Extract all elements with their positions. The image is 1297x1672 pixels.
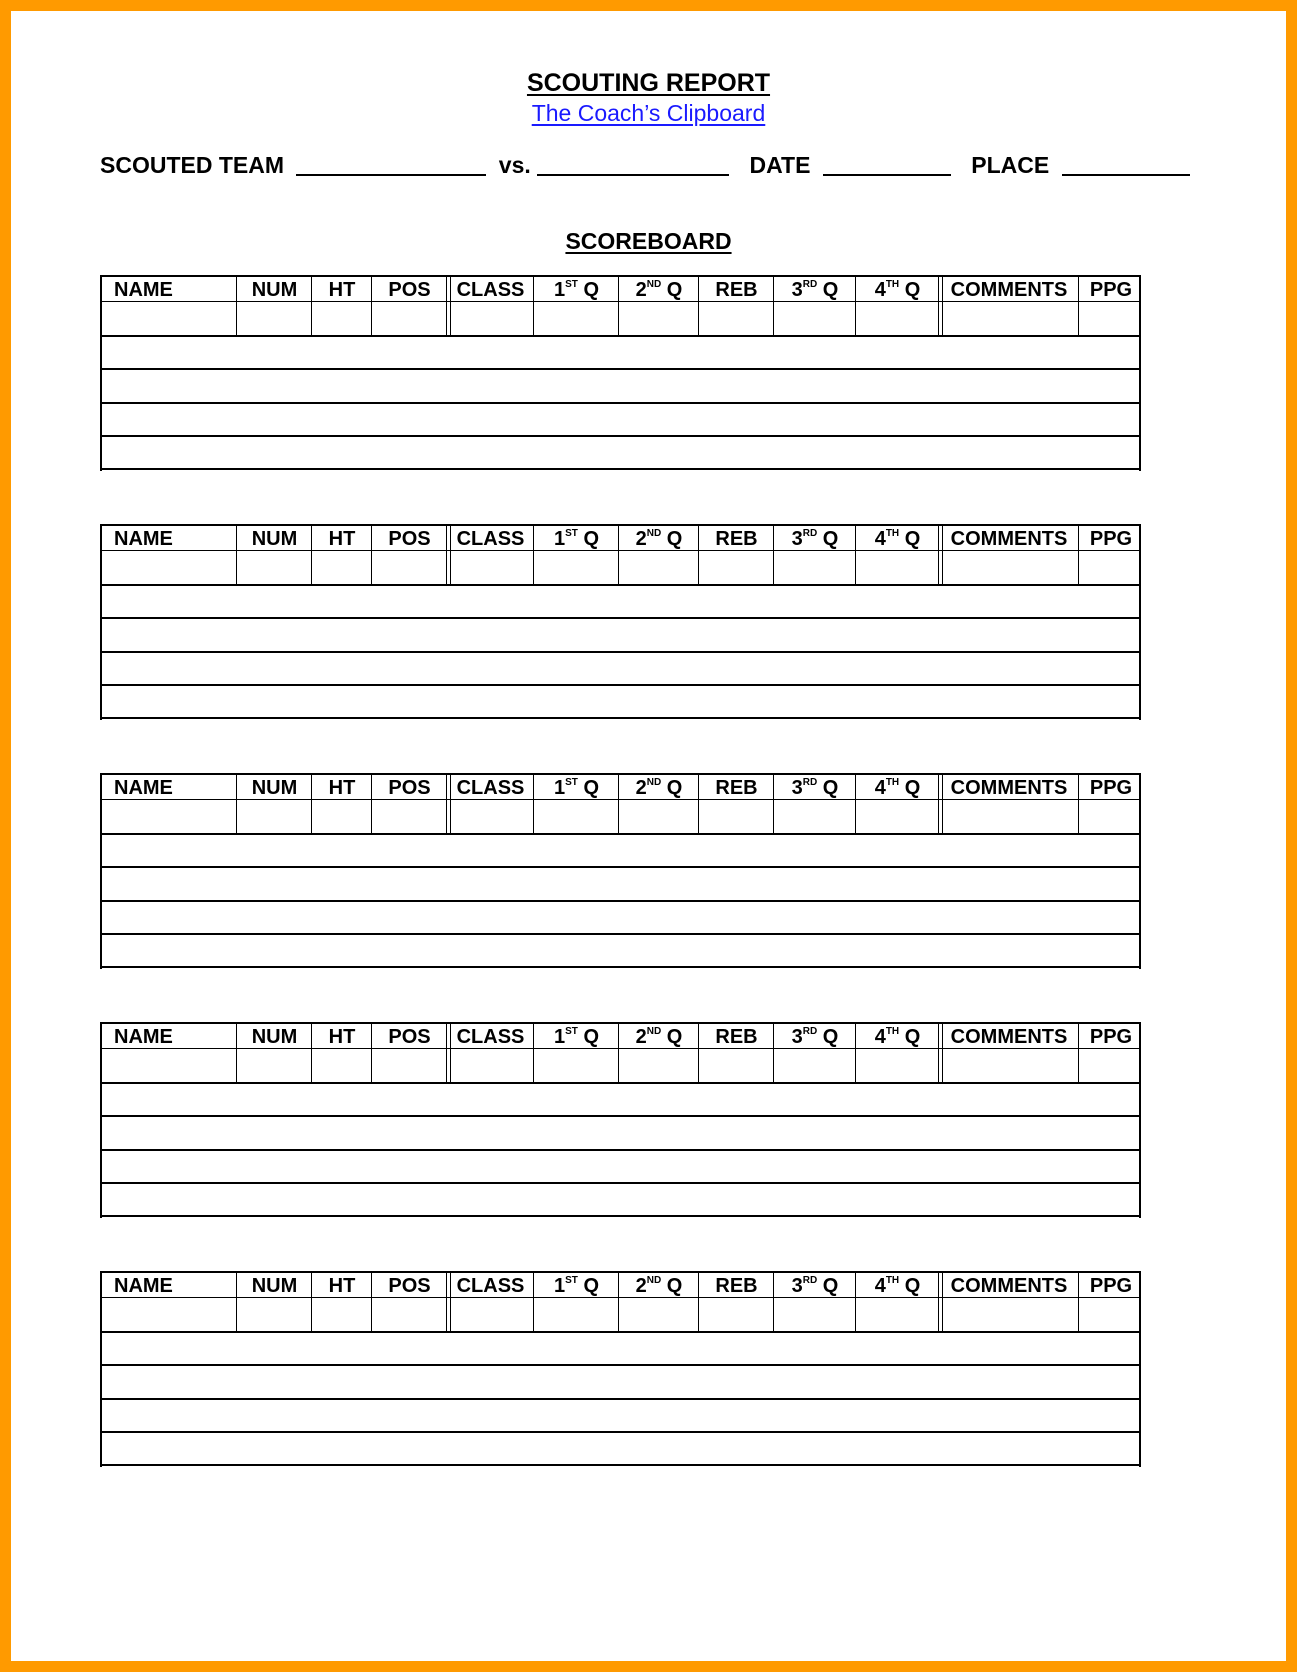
player-cell[interactable] bbox=[1079, 552, 1143, 583]
scoreboard-table bbox=[100, 275, 1141, 471]
table-row[interactable] bbox=[102, 371, 1139, 402]
table-row[interactable] bbox=[102, 1152, 1139, 1182]
table-row[interactable] bbox=[102, 1185, 1139, 1215]
column-header-pos: POS bbox=[388, 528, 431, 550]
vs-label: vs. bbox=[498, 152, 531, 178]
column-header-4th: 4TH Q bbox=[874, 1275, 921, 1297]
player-cell[interactable] bbox=[102, 1299, 237, 1330]
row-line bbox=[102, 833, 1139, 835]
scouted-team-field[interactable] bbox=[296, 154, 486, 176]
column-header-ppg: PPG bbox=[1089, 1275, 1133, 1297]
table-row[interactable] bbox=[102, 836, 1139, 866]
column-header-num: NUM bbox=[251, 1275, 298, 1297]
table-row[interactable] bbox=[102, 936, 1139, 966]
column-header-reb: REB bbox=[715, 777, 758, 799]
column-header-pos: POS bbox=[388, 279, 431, 301]
column-header-1st: 1ST Q bbox=[553, 777, 600, 799]
player-cell[interactable] bbox=[699, 1050, 774, 1081]
scoreboard-title: SCOREBOARD bbox=[565, 228, 732, 254]
table-row[interactable] bbox=[102, 338, 1139, 368]
row-line bbox=[102, 866, 1139, 868]
table-top-border bbox=[100, 275, 1141, 277]
row-line bbox=[102, 435, 1139, 437]
report-title: SCOUTING REPORT bbox=[526, 69, 771, 97]
column-header-comments: COMMENTS bbox=[950, 1026, 1068, 1048]
player-cell[interactable] bbox=[939, 303, 1079, 334]
table-top-border bbox=[100, 524, 1141, 526]
player-cell[interactable] bbox=[372, 801, 447, 832]
player-cell[interactable] bbox=[237, 303, 312, 334]
table-top-border bbox=[100, 1022, 1141, 1024]
column-header-class: CLASS bbox=[456, 528, 525, 550]
row-line bbox=[102, 368, 1139, 370]
column-header-ht: HT bbox=[328, 1275, 356, 1297]
row-line bbox=[102, 1115, 1139, 1117]
table-row[interactable] bbox=[102, 903, 1139, 933]
player-cell[interactable] bbox=[699, 303, 774, 334]
player-cell[interactable] bbox=[534, 801, 619, 832]
row-line bbox=[102, 1082, 1139, 1084]
column-header-4th: 4TH Q bbox=[874, 528, 921, 550]
column-header-ppg: PPG bbox=[1089, 279, 1133, 301]
table-row[interactable] bbox=[102, 438, 1139, 468]
column-header-pos: POS bbox=[388, 1275, 431, 1297]
player-cell[interactable] bbox=[1079, 1299, 1143, 1330]
table-row[interactable] bbox=[102, 654, 1139, 684]
player-cell[interactable] bbox=[856, 1050, 939, 1081]
table-row[interactable] bbox=[102, 687, 1139, 717]
column-header-reb: REB bbox=[715, 1026, 758, 1048]
column-header-name: NAME bbox=[114, 777, 173, 799]
table-row[interactable] bbox=[102, 1334, 1139, 1364]
column-header-3rd: 3RD Q bbox=[791, 528, 839, 550]
column-header-ht: HT bbox=[328, 528, 356, 550]
player-cell[interactable] bbox=[619, 552, 699, 583]
column-header-num: NUM bbox=[251, 279, 298, 301]
column-header-reb: REB bbox=[715, 279, 758, 301]
column-header-4th: 4TH Q bbox=[874, 777, 921, 799]
player-cell[interactable] bbox=[237, 801, 312, 832]
table-row[interactable] bbox=[102, 1367, 1139, 1398]
column-header-4th: 4TH Q bbox=[874, 279, 921, 301]
player-cell[interactable] bbox=[856, 552, 939, 583]
row-line bbox=[102, 1149, 1139, 1151]
date-label: DATE bbox=[749, 152, 811, 178]
column-header-1st: 1ST Q bbox=[553, 1275, 600, 1297]
row-line bbox=[100, 1215, 1141, 1217]
player-cell[interactable] bbox=[939, 552, 1079, 583]
column-header-3rd: 3RD Q bbox=[791, 279, 839, 301]
player-cell[interactable] bbox=[312, 552, 372, 583]
column-header-2nd: 2ND Q bbox=[635, 528, 683, 550]
column-header-ht: HT bbox=[328, 279, 356, 301]
player-cell[interactable] bbox=[102, 552, 237, 583]
player-cell[interactable] bbox=[372, 1299, 447, 1330]
column-header-pos: POS bbox=[388, 1026, 431, 1048]
player-cell[interactable] bbox=[774, 1050, 856, 1081]
player-cell[interactable] bbox=[447, 303, 534, 334]
date-field[interactable] bbox=[823, 154, 951, 176]
row-line bbox=[102, 335, 1139, 337]
player-cell[interactable] bbox=[447, 1050, 534, 1081]
player-cell[interactable] bbox=[774, 552, 856, 583]
column-header-ppg: PPG bbox=[1089, 777, 1133, 799]
column-header-3rd: 3RD Q bbox=[791, 1026, 839, 1048]
player-cell[interactable] bbox=[447, 552, 534, 583]
row-line bbox=[100, 468, 1141, 470]
player-cell[interactable] bbox=[1079, 801, 1143, 832]
row-line bbox=[102, 1331, 1139, 1333]
player-cell[interactable] bbox=[237, 552, 312, 583]
info-line bbox=[100, 152, 1190, 179]
row-line bbox=[102, 402, 1139, 404]
column-header-pos: POS bbox=[388, 777, 431, 799]
column-header-ppg: PPG bbox=[1089, 528, 1133, 550]
player-cell[interactable] bbox=[619, 1050, 699, 1081]
player-cell[interactable] bbox=[102, 801, 237, 832]
table-row[interactable] bbox=[102, 1401, 1139, 1431]
row-line bbox=[102, 684, 1139, 686]
column-header-name: NAME bbox=[114, 1275, 173, 1297]
column-header-num: NUM bbox=[251, 528, 298, 550]
row-line bbox=[102, 617, 1139, 619]
column-header-class: CLASS bbox=[456, 777, 525, 799]
player-cell[interactable] bbox=[534, 552, 619, 583]
place-label: PLACE bbox=[971, 152, 1050, 178]
player-cell[interactable] bbox=[856, 1299, 939, 1330]
player-cell[interactable] bbox=[619, 801, 699, 832]
player-cell[interactable] bbox=[237, 1050, 312, 1081]
column-header-4th: 4TH Q bbox=[874, 1026, 921, 1048]
player-cell[interactable] bbox=[312, 1050, 372, 1081]
column-header-3rd: 3RD Q bbox=[791, 777, 839, 799]
player-cell[interactable] bbox=[312, 801, 372, 832]
player-cell[interactable] bbox=[237, 1299, 312, 1330]
player-cell[interactable] bbox=[856, 801, 939, 832]
column-header-2nd: 2ND Q bbox=[635, 1026, 683, 1048]
player-cell[interactable] bbox=[774, 303, 856, 334]
player-cell[interactable] bbox=[534, 1299, 619, 1330]
row-line bbox=[102, 1398, 1139, 1400]
column-header-ht: HT bbox=[328, 777, 356, 799]
opponent-field[interactable] bbox=[537, 154, 729, 176]
table-row[interactable] bbox=[102, 1434, 1139, 1464]
player-cell[interactable] bbox=[774, 801, 856, 832]
player-cell[interactable] bbox=[699, 801, 774, 832]
table-row[interactable] bbox=[102, 869, 1139, 900]
player-cell[interactable] bbox=[447, 801, 534, 832]
column-header-comments: COMMENTS bbox=[950, 777, 1068, 799]
column-header-2nd: 2ND Q bbox=[635, 1275, 683, 1297]
column-header-ht: HT bbox=[328, 1026, 356, 1048]
player-cell[interactable] bbox=[312, 1299, 372, 1330]
column-header-reb: REB bbox=[715, 528, 758, 550]
player-cell[interactable] bbox=[699, 552, 774, 583]
coach-clipboard-link[interactable]: The Coach’s Clipboard bbox=[531, 100, 766, 126]
player-cell[interactable] bbox=[372, 552, 447, 583]
column-header-comments: COMMENTS bbox=[950, 279, 1068, 301]
player-cell[interactable] bbox=[312, 303, 372, 334]
table-row[interactable] bbox=[102, 405, 1139, 435]
row-line bbox=[102, 933, 1139, 935]
player-cell[interactable] bbox=[619, 303, 699, 334]
row-line bbox=[100, 717, 1141, 719]
scoreboard-table bbox=[100, 773, 1141, 969]
column-header-comments: COMMENTS bbox=[950, 528, 1068, 550]
column-header-name: NAME bbox=[114, 279, 173, 301]
place-field[interactable] bbox=[1062, 154, 1190, 176]
player-cell[interactable] bbox=[534, 303, 619, 334]
column-header-3rd: 3RD Q bbox=[791, 1275, 839, 1297]
player-cell[interactable] bbox=[619, 1299, 699, 1330]
row-line bbox=[102, 900, 1139, 902]
player-cell[interactable] bbox=[774, 1299, 856, 1330]
player-cell[interactable] bbox=[856, 303, 939, 334]
player-cell[interactable] bbox=[1079, 1050, 1143, 1081]
column-header-2nd: 2ND Q bbox=[635, 279, 683, 301]
column-header-class: CLASS bbox=[456, 1026, 525, 1048]
table-top-border bbox=[100, 773, 1141, 775]
scoreboard-table bbox=[100, 1271, 1141, 1467]
player-cell[interactable] bbox=[447, 1299, 534, 1330]
player-cell[interactable] bbox=[939, 801, 1079, 832]
column-header-1st: 1ST Q bbox=[553, 1026, 600, 1048]
column-header-class: CLASS bbox=[456, 1275, 525, 1297]
player-cell[interactable] bbox=[939, 1299, 1079, 1330]
player-cell[interactable] bbox=[102, 1050, 237, 1081]
scouted-team-label: SCOUTED TEAM bbox=[100, 152, 284, 178]
player-cell[interactable] bbox=[534, 1050, 619, 1081]
column-header-comments: COMMENTS bbox=[950, 1275, 1068, 1297]
column-header-num: NUM bbox=[251, 1026, 298, 1048]
row-line bbox=[102, 584, 1139, 586]
column-header-1st: 1ST Q bbox=[553, 528, 600, 550]
row-line bbox=[102, 1364, 1139, 1366]
player-cell[interactable] bbox=[372, 303, 447, 334]
table-row[interactable] bbox=[102, 620, 1139, 651]
player-cell[interactable] bbox=[699, 1299, 774, 1330]
column-header-1st: 1ST Q bbox=[553, 279, 600, 301]
row-line bbox=[100, 1464, 1141, 1466]
player-cell[interactable] bbox=[372, 1050, 447, 1081]
column-header-ppg: PPG bbox=[1089, 1026, 1133, 1048]
row-line bbox=[102, 651, 1139, 653]
table-row[interactable] bbox=[102, 1118, 1139, 1149]
player-cell[interactable] bbox=[939, 1050, 1079, 1081]
row-line bbox=[102, 1431, 1139, 1433]
table-row[interactable] bbox=[102, 587, 1139, 617]
column-header-class: CLASS bbox=[456, 279, 525, 301]
column-header-reb: REB bbox=[715, 1275, 758, 1297]
player-cell[interactable] bbox=[1079, 303, 1143, 334]
column-header-num: NUM bbox=[251, 777, 298, 799]
column-header-name: NAME bbox=[114, 528, 173, 550]
row-line bbox=[100, 966, 1141, 968]
table-top-border bbox=[100, 1271, 1141, 1273]
scoreboard-table bbox=[100, 524, 1141, 720]
scoreboard-table bbox=[100, 1022, 1141, 1218]
column-header-name: NAME bbox=[114, 1026, 173, 1048]
row-line bbox=[102, 1182, 1139, 1184]
player-cell[interactable] bbox=[102, 303, 237, 334]
table-row[interactable] bbox=[102, 1085, 1139, 1115]
column-header-2nd: 2ND Q bbox=[635, 777, 683, 799]
